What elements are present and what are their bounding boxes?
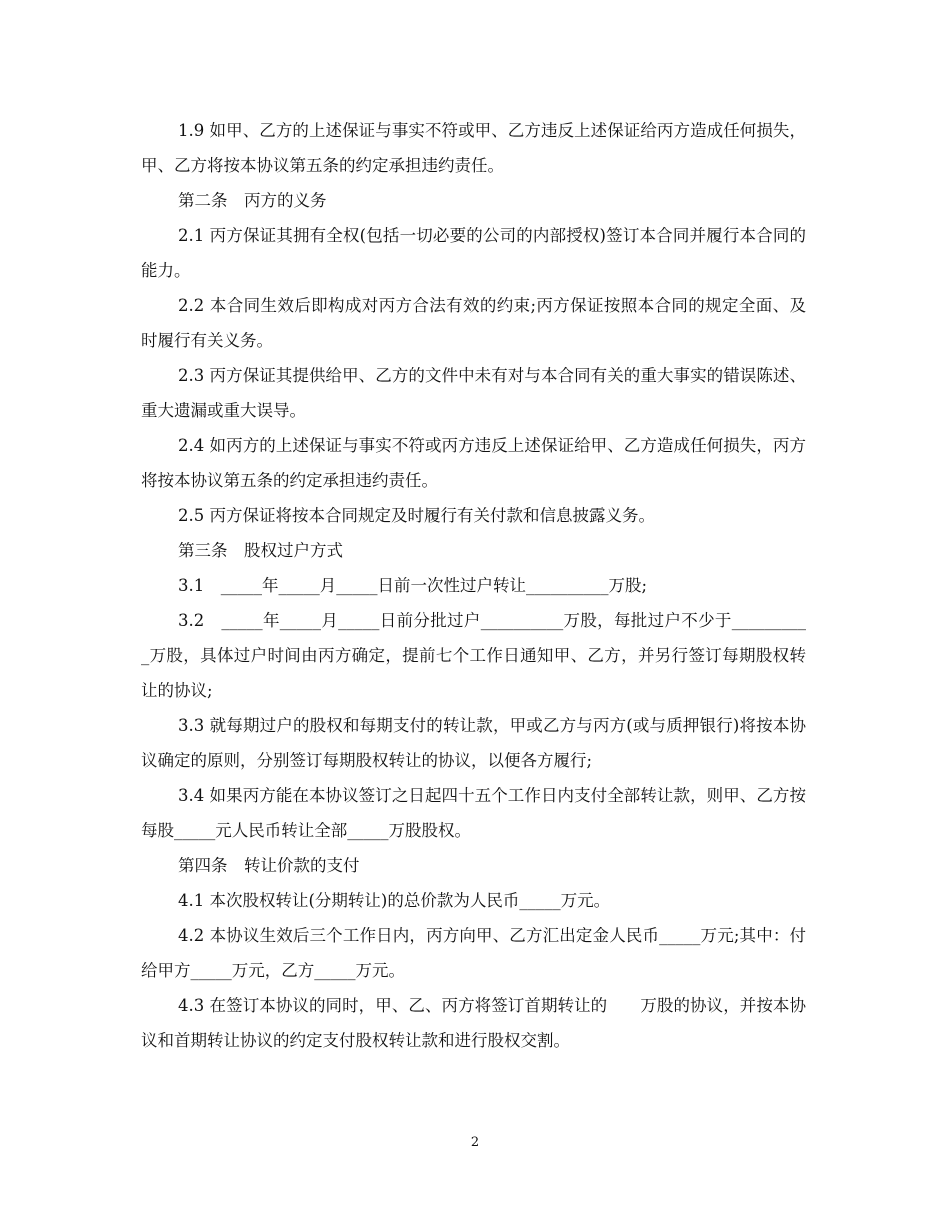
paragraph-3-1: 3.1 _____年_____月_____日前一次性过户转让__________万股; [178,576,648,595]
section-heading-article-4: 第四条 转让价款的支付 [178,856,360,875]
paragraph-2-1: 2.1 丙方保证其拥有全权(包括一切必要的公司的内部授权)签订本合同并履行本合同的能力。 [141,226,806,280]
paragraph-4-3: 4.3 在签订本协议的同时，甲、乙、丙方将签订首期转让的 万股的协议，并按本协议和首期转让协议的约定支付股权转让款和进行股权交割。 [141,996,806,1050]
paragraph-2-3: 2.3 丙方保证其提供给甲、乙方的文件中未有对与本合同有关的重大事实的错误陈述、重大遗漏或重大误导。 [141,366,806,420]
paragraph-4-2: 4.2 本协议生效后三个工作日内，丙方向甲、乙方汇出定金人民币_____万元;其中：付给甲方_____万元，乙方_____万元。 [141,926,806,980]
paragraph-4-1: 4.1 本次股权转让(分期转让)的总价款为人民币_____万元。 [178,891,611,910]
paragraph-2-5: 2.5 丙方保证将按本合同规定及时履行有关付款和信息披露义务。 [178,506,655,525]
paragraph-3-2: 3.2 _____年_____月_____日前分批过户__________万股，每批过户不少于__________万股，具体过户时间由丙方确定，提前七个工作日通知甲、乙方，并另行签订每期股权转让的协议; [141,611,806,700]
section-heading-article-3: 第三条 股权过户方式 [178,541,343,560]
paragraph-1-9: 1.9 如甲、乙方的上述保证与事实不符或甲、乙方违反上述保证给丙方造成任何损失，甲、乙方将按本协议第五条的约定承担违约责任。 [141,121,806,175]
paragraph-2-2: 2.2 本合同生效后即构成对丙方合法有效的约束;丙方保证按照本合同的规定全面、及时履行有关义务。 [141,296,806,350]
document-body [141,113,806,1058]
paragraph-2-4: 2.4 如丙方的上述保证与事实不符或丙方违反上述保证给甲、乙方造成任何损失，丙方将按本协议第五条的约定承担违约责任。 [141,436,806,490]
paragraph-3-4: 3.4 如果丙方能在本协议签订之日起四十五个工作日内支付全部转让款，则甲、乙方按每股_____元人民币转让全部_____万股股权。 [141,786,806,840]
paragraph-3-3: 3.3 就每期过户的股权和每期支付的转让款，甲或乙方与丙方(或与质押银行)将按本协议确定的原则，分别签订每期股权转让的协议，以便各方履行; [141,716,806,770]
page-number: 2 [470,1135,480,1150]
section-heading-article-2: 第二条 丙方的义务 [178,191,327,210]
